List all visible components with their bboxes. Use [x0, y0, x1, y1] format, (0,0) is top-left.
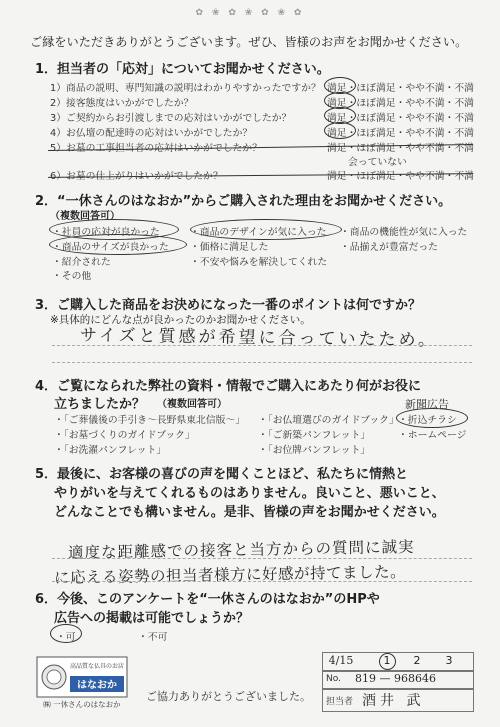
- q4-opt-butsudan-guide: ・「お仏壇選びのガイドブック」: [258, 415, 399, 426]
- q5-answer-line2: に応える姿勢の担当者様方に好感が持てました。: [53, 562, 407, 588]
- q4-opt-ihai-pamphlet: ・「お位牌パンフレット」: [258, 445, 371, 456]
- company-logo: [36, 656, 128, 710]
- footer-num-1: 1: [383, 654, 391, 667]
- q4-subtitle: （複数回答可）: [157, 399, 227, 410]
- q1-item-2: 2）接客態度はいかがでしたか？: [50, 98, 194, 109]
- thanks-text: ご協力ありがとうございました。: [146, 690, 311, 703]
- q1-item-3: 3）ご契約からお引渡しまでの応対はいかがでしたか？: [50, 113, 292, 124]
- q1-title: 1．担当者の「応対」についてお聞かせください。: [35, 62, 330, 77]
- q4-opt-laundry-pamphlet: ・「お洗濯パンフレット」: [54, 445, 167, 456]
- footer-no-value: 819 — 968646: [355, 672, 436, 685]
- q3-line-1: [52, 345, 472, 346]
- q5-line-1: [52, 558, 472, 559]
- q6-mark-yes: [50, 624, 82, 643]
- q1-scale-3: 満足・ほぼ満足・やや不満・不満: [327, 113, 474, 124]
- footer-num-1-mark: [379, 653, 396, 670]
- footer-staff-value: 酒井 武: [362, 693, 425, 709]
- q3-answer: サイズと質感が希望に合っていたため。: [79, 325, 439, 351]
- q2-mark-size: [49, 234, 187, 255]
- q2-opt-reassurance: ・不安や悩みを解決してくれた: [190, 257, 328, 268]
- footer-staff-label: 担当者: [326, 697, 354, 707]
- q1-scale-6: 満足・ほぼ満足・やや不満・不満: [327, 171, 474, 182]
- q2-opt-price: ・価格に満足した: [190, 242, 269, 253]
- q6-title-line2: 広告への掲載は可能でしょうか？: [54, 611, 250, 626]
- q4-handnote-newspaper: 新聞広告: [405, 398, 449, 411]
- q1-scale-5: 満足・ほぼ満足・やや不満・不満: [327, 143, 474, 154]
- q3-title: 3．ご購入した商品をお決めになった一番のポイントは何ですか？: [35, 298, 422, 313]
- svg-text:高品質な仏具のお店: 高品質な仏具のお店: [69, 663, 125, 670]
- q6-option-no: ・不可: [138, 632, 168, 643]
- q1-scale-1: 満足・ほぼ満足・やや不満・不満: [327, 83, 474, 94]
- q2-opt-referral: ・紹介された: [52, 257, 111, 268]
- q5-title-line2: やりがいを与えてくれるものはありません。良いこと、悪いこと、: [54, 486, 445, 501]
- q2-mark-design: [190, 219, 342, 240]
- q4-opt-funeral-guide: ・「ご葬儀後の手引き～長野県東北信版～」: [54, 415, 246, 426]
- q1-item-5: 5）お墓の工事担当者の応対はいかがでしたか？: [50, 143, 262, 154]
- q1-scale-4: 満足・ほぼ満足・やや不満・不満: [327, 128, 474, 139]
- q3-subtitle: ※具体的にどんな点が良かったのかお聞かせください。: [50, 314, 311, 326]
- q1-mark-4: [324, 122, 356, 139]
- q4-title-line2: 立ちましたか？: [54, 397, 146, 412]
- q1-item-6: 6）お墓の仕上がりはいかがでしたか？: [50, 171, 223, 182]
- q4-opt-newbuild-pamphlet: ・「ご新築パンフレット」: [258, 430, 371, 441]
- q2-opt-staff: ・社員の応対が良かった: [52, 227, 160, 238]
- footer-no-label: No.: [326, 674, 341, 684]
- q6-option-yes: ・可: [56, 632, 76, 643]
- footer-date: 4/15: [328, 654, 354, 667]
- q1-note-not-met: 会っていない: [348, 157, 407, 168]
- q2-opt-other: ・その他: [52, 271, 92, 282]
- q2-title: 2．“一休さんのはなおか”からご購入された理由をお聞かせください。: [35, 194, 452, 209]
- footer-num-2: 2: [413, 654, 421, 667]
- q5-title-line1: 5．最後に、お客様の喜びの声を聞くことほど、私たちに情熱と: [35, 467, 409, 482]
- intro-text: ご縁をいただきありがとうございます。ぜひ、皆様のお声をお聞かせください。: [30, 35, 468, 49]
- q5-answer-line1: 適度な距離感での接客と当方からの質問に誠実: [67, 537, 415, 563]
- q5-title-line3: どんなことでも構いません。是非、皆様の声をお聞かせください。: [54, 505, 445, 520]
- header-ornament: ✿ ❀ ✿ ❀ ✿ ❀ ✿: [195, 8, 305, 18]
- q3-line-2: [52, 362, 472, 363]
- q1-item-1: 1）商品の説明、専門知識の説明はわかりやすかったですか？: [50, 83, 321, 94]
- svg-text:㈱ 一休さんのはなおか: ㈱ 一休さんのはなおか: [43, 700, 121, 709]
- footer-num-3: 3: [445, 654, 453, 667]
- q2-opt-variety: ・品揃えが豊富だった: [340, 242, 438, 253]
- q2-subtitle: （複数回答可）: [50, 211, 120, 222]
- q6-title-line1: 6．今後、このアンケートを“一休さんのはなおか”のHPや: [35, 592, 380, 607]
- q1-item-4: 4）お仏壇の配達時の応対はいかがでしたか？: [50, 128, 253, 139]
- q4-mark-flyer: [396, 408, 468, 428]
- q4-opt-website: ・ホームページ: [398, 430, 467, 441]
- q4-opt-flyer: ・折込チラシ: [398, 415, 457, 426]
- svg-text:はなおか: はなおか: [77, 680, 117, 691]
- q2-opt-design: ・商品のデザインが気に入った: [190, 227, 327, 238]
- q2-opt-size: ・商品のサイズが良かった: [52, 242, 169, 253]
- q2-opt-function: ・商品の機能性が気に入った: [340, 227, 468, 238]
- q5-line-2: [52, 581, 472, 582]
- q1-scale-2: 満足・ほぼ満足・やや不満・不満: [327, 98, 474, 109]
- q4-title-line1: 4．ご覧になられた弊社の資料・情報でご購入にあたり何がお役に: [35, 379, 422, 394]
- q4-opt-grave-guide: ・「お墓づくりのガイドブック」: [54, 430, 195, 441]
